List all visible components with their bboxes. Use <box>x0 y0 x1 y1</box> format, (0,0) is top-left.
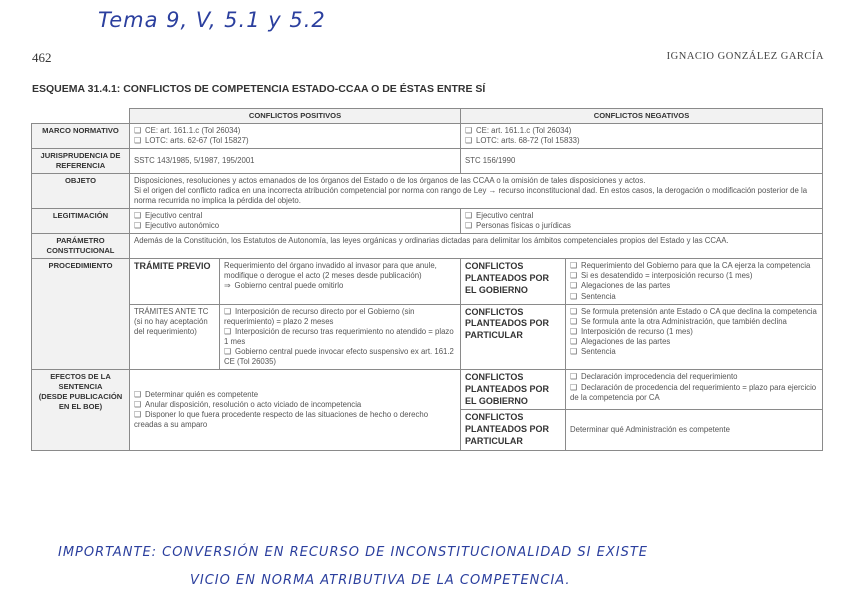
objeto-text <box>130 173 823 208</box>
efectos-neg-gobierno-items <box>566 370 823 410</box>
row-objeto <box>32 173 823 208</box>
list-item: ❑ CE: art. 161.1.c (Tol 26034) <box>134 126 456 136</box>
list-item: ❑ Interposición de recurso (1 mes) <box>570 327 818 337</box>
legit-negative <box>461 209 823 234</box>
row-label-efectos <box>32 370 130 450</box>
list-item: ❑ Ejecutivo central <box>134 211 456 221</box>
row-label-legitimacion: LEGITIMACIÓN <box>32 209 130 234</box>
col-header-positive: CONFLICTOS POSITIVOS <box>130 109 461 124</box>
row-procedimiento-previo <box>32 259 823 305</box>
row-label-marco: MARCO NORMATIVO <box>32 123 130 148</box>
neg-gobierno-label: CONFLICTOS PLANTEADOS POR EL GOBIERNO <box>461 259 566 305</box>
neg-particular-label: CONFLICTOS PLANTEADOS POR PARTICULAR <box>461 304 566 370</box>
list-item: ❑ Disponer lo que fuera procedente respecto de las situaciones de hecho o derecho creadas a su amparo <box>134 410 456 430</box>
tramite-previo-text <box>220 259 461 305</box>
list-item: ❑ Requerimiento del Gobierno para que la CA ejerza la competencia <box>570 261 818 271</box>
row-label-procedimiento: PROCEDIMIENTO <box>32 259 130 370</box>
list-item: ❑ Declaración de procedencia del requerimiento = plazo para ejercicio de la competencia por CA <box>570 383 818 403</box>
efectos-label: EFECTOS DE LA SENTENCIA <box>50 372 111 392</box>
scheme-title: ESQUEMA 31.4.1: CONFLICTOS DE COMPETENCIA ESTADO-CCAA O DE ÉSTAS ENTRE SÍ <box>32 83 486 95</box>
row-label-objeto: OBJETO <box>32 173 130 208</box>
list-item: ❑ Alegaciones de las partes <box>570 337 818 347</box>
tramite-previo-desc: Requerimiento del órgano invadido al invasor para que anule, modifique o derogue el acto (2 meses desde publicación) <box>224 261 437 281</box>
tramites-tc-steps <box>220 304 461 370</box>
row-parametro <box>32 234 823 259</box>
list-item: ❑ LOTC: arts. 62-67 (Tol 15827) <box>134 136 456 146</box>
tramites-tc-sublabel: (si no hay aceptación del requerimiento) <box>134 316 208 336</box>
objeto-paragraph-1: Disposiciones, resoluciones y actos emanados de los órganos del Estado o de los órganos de las CCAA o la omisión de tales disposiciones y actos. <box>134 175 646 185</box>
row-legitimacion <box>32 209 823 234</box>
legit-positive <box>130 209 461 234</box>
neg-particular-steps <box>566 304 823 370</box>
list-item: ❑ Se formula ante la otra Administración, que también declina <box>570 317 818 327</box>
efectos-neg-particular-text: Determinar qué Administración es competente <box>566 410 823 450</box>
juris-positive: SSTC 143/1985, 5/1987, 195/2001 <box>130 149 461 174</box>
efectos-neg-gobierno-label: CONFLICTOS PLANTEADOS POR EL GOBIERNO <box>461 370 566 410</box>
parametro-text: Además de la Constitución, los Estatutos de Autonomía, las leyes orgánicas y ordinarias dictadas para delimitar los ámbitos competenciales propios del Estado y las CCAA. <box>130 234 823 259</box>
tramite-previo-label: TRÁMITE PREVIO <box>130 259 220 305</box>
efectos-neg-particular-label: CONFLICTOS PLANTEADOS POR PARTICULAR <box>461 410 566 450</box>
handwritten-important-note-line2: VICIO EN NORMA ATRIBUTIVA DE LA COMPETENCIA. <box>190 573 571 588</box>
list-item: ❑ Interposición de recurso directo por el Gobierno (sin requerimiento) = plazo 2 meses <box>224 307 456 327</box>
row-marco-normativo <box>32 123 823 148</box>
list-item: ❑ Ejecutivo central <box>465 211 818 221</box>
table-header-row <box>32 109 823 124</box>
row-label-jurisprudencia: JURISPRUDENCIA DE REFERENCIA <box>32 149 130 174</box>
handwritten-topic-note: Tema 9, V, 5.1 y 5.2 <box>98 8 326 32</box>
list-item: ❑ Declaración improcedencia del requerimiento <box>570 372 818 382</box>
page-number: 462 <box>32 50 52 65</box>
list-item: ❑ Anular disposición, resolución o acto viciado de incompetencia <box>134 400 456 410</box>
empty-corner <box>32 109 130 124</box>
list-item: ❑ Personas físicas o jurídicas <box>465 221 818 231</box>
row-jurisprudencia <box>32 149 823 174</box>
list-item: ❑ LOTC: arts. 68-72 (Tol 15833) <box>465 136 818 146</box>
competence-conflicts-table <box>31 108 823 451</box>
marco-negative <box>461 123 823 148</box>
tramites-tc-cell <box>130 304 220 370</box>
tramite-previo-arrow-note: ⇒ Gobierno central puede omitirlo <box>224 281 456 291</box>
list-item: ❑ Sentencia <box>570 292 818 302</box>
efectos-sublabel: (DESDE PUBLICACIÓN EN EL BOE) <box>38 392 123 411</box>
row-efectos-gobierno <box>32 370 823 410</box>
list-item: ❑ Determinar quién es competente <box>134 390 456 400</box>
col-header-negative: CONFLICTOS NEGATIVOS <box>461 109 823 124</box>
running-header-author: IGNACIO GONZÁLEZ GARCÍA <box>666 51 824 62</box>
list-item: ❑ CE: art. 161.1.c (Tol 26034) <box>465 126 818 136</box>
list-item: ❑ Gobierno central puede invocar efecto suspensivo ex art. 161.2 CE (Tol 26035) <box>224 347 456 367</box>
list-item: ❑ Sentencia <box>570 347 818 357</box>
list-item: ❑ Si es desatendido = interposición recurso (1 mes) <box>570 271 818 281</box>
objeto-paragraph-2: Si el origen del conflicto radica en una incorrecta atribución competencial por norma con rango de Ley → recurso inconstitucional dad. En estos casos, la derogación o modificación posterior de la norma recurrida no implica la pérdida del objeto. <box>134 185 808 206</box>
list-item: ❑ Interposición de recurso tras requerimiento no atendido = plazo 1 mes <box>224 327 456 347</box>
row-procedimiento-tc <box>32 304 823 370</box>
efectos-positive <box>130 370 461 450</box>
tramites-tc-label: TRÁMITES ANTE TC <box>134 306 209 316</box>
list-item: ❑ Alegaciones de las partes <box>570 281 818 291</box>
neg-gobierno-steps <box>566 259 823 305</box>
handwritten-important-note-line1: IMPORTANTE: CONVERSIÓN EN RECURSO DE INCONSTITUCIONALIDAD SI EXISTE <box>58 545 648 560</box>
list-item: ❑ Se formula pretensión ante Estado o CA que declina la competencia <box>570 307 818 317</box>
list-item: ❑ Ejecutivo autonómico <box>134 221 456 231</box>
row-label-parametro: PARÁMETRO CONSTITUCIONAL <box>32 234 130 259</box>
marco-positive <box>130 123 461 148</box>
juris-negative: STC 156/1990 <box>461 149 823 174</box>
